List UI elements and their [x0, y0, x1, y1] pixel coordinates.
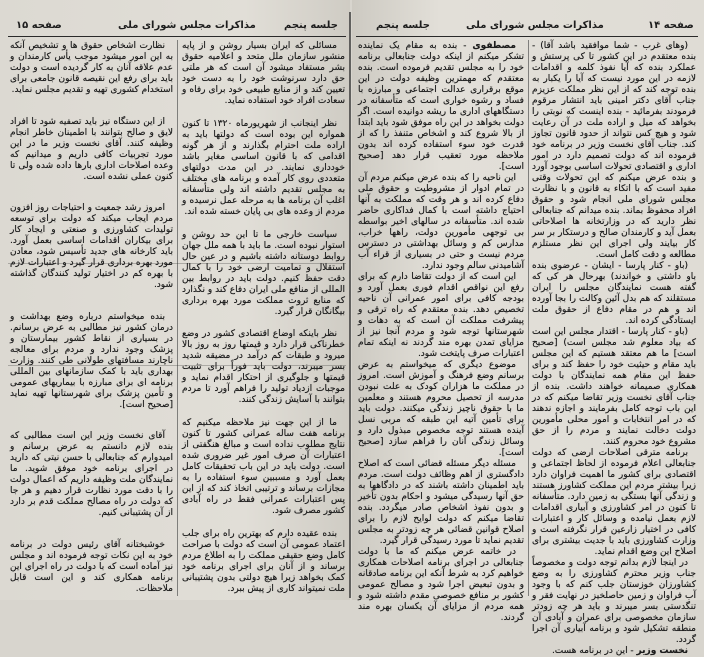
paragraph: [182, 41, 345, 107]
paragraph: [10, 431, 173, 519]
page-14: [352, 0, 704, 656]
paragraph-text: از این دستگاه نیز باید تصفیه شود تا افراد لایق و صالح بتوانند با اطمینان خاطر انجام وظیفه کنند. آقای نخست وزیر ما در این مورد تجربیات کافی داریم و میدانیم که وعده اصلاحات اداری بارها داده شده ولی تا کنون عملی نشده است.: [10, 116, 173, 182]
paragraph-text: مسئله دیگر مسئله قضائی است که اصلاح دادگستری از اهم وظائف دولت است. مردم باید اطمینان داشته باشند که در دادگاهها به حق آنها رسیدگی میشود و احکام بدون تأخیر و بدون نفوذ اشخاص صادر میگردد. بنده تقاضا میکنم که دولت لوایح لازم را برای اصلاح قوانین قضائی هر چه زودتر به مجلس تقدیم نماید تا مورد رسیدگی قرار گیرد.: [358, 459, 524, 546]
journal-title: مذاکرات مجلس شورای ملی: [118, 20, 256, 31]
scan-crease: [8, 263, 346, 264]
paragraph: [182, 230, 345, 318]
paragraph-text: (وهای غرب - شما موافقید باشد آقا) - بنده معتقدم در این کشور تا کی پرستش و عملکرد بنده که آیا نفوذ کلمه و اقدامات لازمه در این مورد نیست که آیا را یکبار به بنده توجه کند که از این نظر مملکت عزیزم جناب آقای دکتر امینی باید انتشار مرقوم فرمودند بفرمائید - بنده اینست که نوبتی را بخواهد که میل و اراده ملت در آن رعایت شود و هیچ کس نتواند از حدود قانون تجاوز کند. جناب آقای نخست وزیر در برنامه خود فرموده اند که دولت تصمیم دارد در امور اداری و اقتصادی تحولات اساسی بوجود آورد و بنده عرض میکنم که این تحولات وقتی مفید است که با اتکاء به قانون و با نظارت مجلس شورای ملی انجام شود و حقوق افراد محفوظ بماند. بنده میدانم که جنابعالی نظر دارید که در وزارتخانه ها اصلاحاتی بعمل آید و کارمندان صالح و درستکار بر سر کار بیایند ولی اجرای این نظر مستلزم مطالعه و دقت کامل است.: [532, 41, 696, 260]
paragraph-text: (باو - کنار پارسا - اقتدار مجلس این است که بیاد معلوم شد مجلس است) [صحیح است] ما هم معتقد هستیم که این مجلس باید مقام و حیثیت خود را حفظ کند و برای حفظ این مقام همه نمایندگان با دولت همکاری صمیمانه خواهند داشت. بنده از جناب آقای نخست وزیر تقاضا میکنم که در این باب توجه کامل بفرمایند و اجازه ندهند که در امر انتخابات و امور محلی مأمورین دولت دخالت نمایند و مردم را از حق مشروع خود محروم کنند.: [532, 327, 696, 447]
page-15: [0, 0, 350, 600]
paragraph-text: بنده میخواستم درباره وضع بهداشت و درمان کشور نیز مطالبی به عرض برسانم. در بسیاری از نقاط کشور بیمارستان و پزشک وجود ندارد و مردم برای معالجه ناچارند مسافتهای طولانی طی کنند. وزارت بهداری باید با کمک سازمانهای بین المللی برنامه ای برای مبارزه با بیماریهای عمومی و تأمین پزشک برای شهرستانها تهیه نماید [صحیح است].: [10, 311, 173, 410]
paragraph: [532, 558, 696, 646]
paragraph-text: - بنده به مقام یک نماینده تشکر میکنم از اینکه دولت جنابعالی برنامه خود را به مجلس تقدیم فرموده است. بنده معتقدم که مهمترین وظیفه دولت در این موقع برقراری عدالت اجتماعی و مبارزه با فساد و رشوه خواری است که متأسفانه در دستگاههای اداری ما ریشه دوانیده است. اگر دولت بخواهد در این راه موفق شود باید ابتدا از بالا شروع کند و اشخاص متنفذ را که از قدرت خود سوء استفاده کرده اند بدون ملاحظه مورد تعقیب قرار دهد [صحیح است].: [358, 41, 524, 172]
page-number: صفحه ۱۴: [648, 20, 694, 31]
paragraph: [358, 272, 524, 360]
paragraph-text: - این در برنامه هست.: [551, 646, 637, 656]
paragraph: [358, 547, 524, 624]
paragraph: [10, 540, 173, 595]
speaker-name: نخست وزیر: [636, 646, 688, 656]
paragraph-text: امروز رشد جمعیت و احتیاجات روز افزون مردم ایجاب میکند که دولت برای توسعه تولیدات کشاورزی و صنعتی و ایجاد کار برای بیکاران اقدامات اساسی بعمل آورد. باید کارخانه های جدید تأسیس شود، معادن مورد بهره برداری قرار گیرد و اعتبارات لازم با بهره کم در اختیار تولید کنندگان گذاشته شود.: [10, 203, 173, 291]
paragraph: [10, 203, 173, 291]
paragraph: [182, 529, 345, 595]
paragraph-text: نظر باینکه اوضاع اقتصادی کشور در وضع خطرناکی قرار دارد و قیمتها روز به روز بالا میرود و طبقات کم درآمد در مضیقه شدید بسر میبرند، دولت باید فوراً برای تثبیت قیمتها و جلوگیری از احتکار اقدام نماید و موجبات ازدیاد تولید را فراهم آورد تا مردم بتوانند با آسایش زندگی کنند.: [182, 329, 345, 406]
paragraph: [10, 312, 173, 411]
paragraph: [182, 119, 345, 218]
column-right: [182, 41, 345, 595]
paragraph-text: این است که از دولت تقاضا دارم که برای رفع این نواقص اقدام فوری بعمل آورد و بودجه کافی برای امور عمرانی آن ناحیه تخصیص دهد. بنده معتقدم که راه ترقی و پیشرفت مملکت آن است که به دهات و شهرستانها توجه شود و مردم آنجا نیز از مزایای تمدن بهره مند گردند نه اینکه تمام اعتبارات صرف پایتخت شود.: [358, 272, 524, 359]
header-rule: [356, 36, 698, 37]
session-label: جلسه پنجم: [376, 20, 430, 31]
paragraph-text: موضوع دیگری که میخواستم به عرض برسانم وضع فرهنگ و آموزش است. امروز در مملکت ما هزاران کودک به علت نبودن مدرسه از تحصیل محروم هستند و معلمین ما با حقوق ناچیز زندگی میکنند. دولت باید برای تأمین آتیه این طبقه که مربی نسل آینده هستند توجه مخصوص مبذول دارد و وسائل زندگی آنان را فراهم سازد [صحیح است].: [358, 360, 524, 458]
paragraph: [532, 327, 696, 448]
paragraph: [358, 459, 524, 547]
session-label: جلسه پنجم: [284, 20, 338, 31]
paragraph: [532, 646, 696, 657]
paragraph: [532, 41, 696, 261]
page-number: صفحه ۱۵: [16, 20, 62, 31]
speaker-name: مصطفوی: [472, 41, 516, 51]
paragraph-text: خوشبختانه آقای رئیس دولت در برنامه خود به این نکات توجه فرموده اند و مجلس نیز آماده است که با دولت در راه اجرای این برنامه همکاری کند و این است قابل ملاحظات.: [10, 539, 173, 594]
column-divider: [177, 40, 178, 596]
paragraph: [532, 261, 696, 327]
paragraph-text: در خاتمه عرض میکنم که ما با دولت جنابعالی در اجرای برنامه اصلاحات همکاری خواهیم کرد به شرط آنکه این برنامه صادقانه و بدون تبعیض اجرا شود و مصالح عمومی کشور بر منافع خصوصی مقدم داشته شود و همه مردم از مزایای آن یکسان بهره مند گردند.: [358, 547, 524, 623]
paragraph-text: بنده عقیده دارم که بهترین راه برای جلب اعتماد عمومی آن است که دولت با صراحت کامل وضع حقیقی مملکت را به اطلاع مردم برساند و از آنان برای اجرای برنامه خود کمک بخواهد زیرا هیچ دولتی بدون پشتیبانی ملت نمیتواند کاری از پیش ببرد.: [182, 528, 345, 594]
scan-crease: [8, 365, 346, 366]
paragraph-text: ما از این جهت نیز ملاحظه میکنیم که برنامه هفت ساله عمرانی کشور تا کنون نتایج مطلوب نداده است و مبالغ هنگفتی از اعتبارات آن صرف امور غیر ضروری شده است. دولت باید در این باب تحقیقات کامل بعمل آورد و مسببین سوء استفاده را به مجازات برساند و ترتیبی اتخاذ کند که از این پس اعتبارات عمرانی فقط در راه آبادی کشور مصرف شود.: [182, 418, 345, 517]
column-left: [10, 41, 173, 595]
column-left: [358, 41, 524, 623]
paragraph-text: این ناحیه را که بنده عرض میکنم مردم آن در تمام ادوار از مشروطیت و حقوق ملی دفاع کرده اند و هر وقت که مملکت به آنها احتیاج داشته است با کمال فداکاری حاضر شده اند. متأسفانه در سالهای اخیر بواسطه بی توجهی مأمورین دولت، راهها خراب، مدارس کم و وسائل بهداشتی در دسترس مردم نیست و حتی در بسیاری از قراء آب آشامیدنی سالم وجود ندارد.: [358, 173, 524, 271]
paragraph: [10, 41, 173, 96]
paragraph: [10, 117, 173, 183]
paragraph: [358, 173, 524, 272]
paragraph-text: برنامه مترقی اصلاحات ارضی که دولت جنابعالی اعلام فرموده از لحاظ اجتماعی و اقتصادی برای کشور ما اهمیت فراوان دارد زیرا بیشتر مردم این مملکت کشاورز هستند و زندگی آنها بستگی به زمین دارد. متأسفانه تا کنون در امر کشاورزی و آبیاری اقدامات لازم بعمل نیامده و وسائل کار و اعتبارات کافی در اختیار زارعین قرار نگرفته است و وزارت کشاورزی باید با جدیت بیشتری برای اصلاح این وضع اقدام نماید.: [532, 448, 696, 557]
paragraph-text: مسائلی که ایران بسیار روشن و از پایه منشور سازمان ملل متحد و اعلامیه حقوق بشر مستفاد میشود آن است که هر ملتی حق دارد سرنوشت خود را به دست خود تعیین کند و از منابع طبیعی خود برای رفاه و سعادت افراد خود استفاده نماید.: [182, 41, 345, 106]
journal-title: مذاکرات مجلس شورای ملی: [466, 20, 604, 31]
paragraph-text: در اینجا لازم بدانم توجه دولت و مخصوصاً جناب وزیر محترم کشاورزی را به وضع کشاورزان خوزستان جلب کنم که با وجود آب فراوان و زمین حاصلخیز در نهایت فقر و تنگدستی بسر میبرند و باید هر چه زودتر سازمان مخصوصی برای عمران و آبادی آن منطقه تشکیل شود و برنامه آبیاری آن اجرا گردد.: [532, 558, 696, 645]
paragraph-text: نظر اینجانب از شهریورماه ۱۳۲۰ تا کنون همواره این بوده است که دولتها باید به اراده ملت احترام بگذارند و از هر گونه اقدامی که با قانون اساسی مغایر باشد خودداری نمایند. در این مدت دولتهای متعددی روی کار آمده و برنامه های مختلف به مجلس تقدیم داشته اند ولی متأسفانه اغلب آن برنامه ها به مرحله عمل نرسیده و مردم از وعده های بی پایان خسته شده اند.: [182, 118, 345, 217]
paragraph-text: سیاست خارجی ما تا این حد روشن و استوار نبوده است. ما باید با همه ملل جهان روابط دوستانه داشته باشیم و در عین حال استقلال و تمامیت ارضی خود را با کمال دقت حفظ کنیم. دولت باید در روابط بین المللی از منافع ملی ایران دفاع کند و نگذارد که منابع ثروت مملکت مورد بهره برداری بیگانگان قرار گیرد.: [182, 229, 345, 317]
paragraph-text: آقای نخست وزیر این است مطالبی که بنده لازم دانستم به عرض برسانم و امیدوارم که جنابعالی با حسن نیتی که دارید در اجرای برنامه خود موفق شوید. ما نمایندگان ملت وظیفه داریم که اعمال دولت را با دقت مورد نظارت قرار دهیم و هر جا که دولت در راه مصالح مملکت قدم بر دارد از آن پشتیبانی کنیم.: [10, 431, 173, 519]
column-right: [532, 41, 696, 656]
paragraph-text: (باو - کنار پارسا - ایشان - عرضوی بنده باو داشتی و خواندند) بهرحال هر کی که گفته هست نمایندگان مجلس را ایران مستقلند که هم بدل آئین وکالت را بجا آورده اند و هم در مقام دفاع از حقوق ملت ایستادگی کرده اند.: [532, 261, 696, 326]
paragraph: [358, 360, 524, 459]
paragraph: [182, 329, 345, 406]
paragraph: [358, 41, 524, 173]
column-divider: [528, 40, 529, 596]
paragraph: [532, 448, 696, 558]
paragraph-text: نظارت اشخاص حقوق ها و تشخیص آنکه به این امور میشود موجب یأس کارمندان و عدم علاقه آنان به کار گردیده است و دولت باید برای رفع این نقیصه قانون جامعی برای استخدام کشوری تهیه و تقدیم مجلس نماید.: [10, 41, 173, 95]
paragraph: [182, 418, 345, 517]
header-rule: [8, 36, 346, 37]
page-gutter: [349, 12, 351, 598]
